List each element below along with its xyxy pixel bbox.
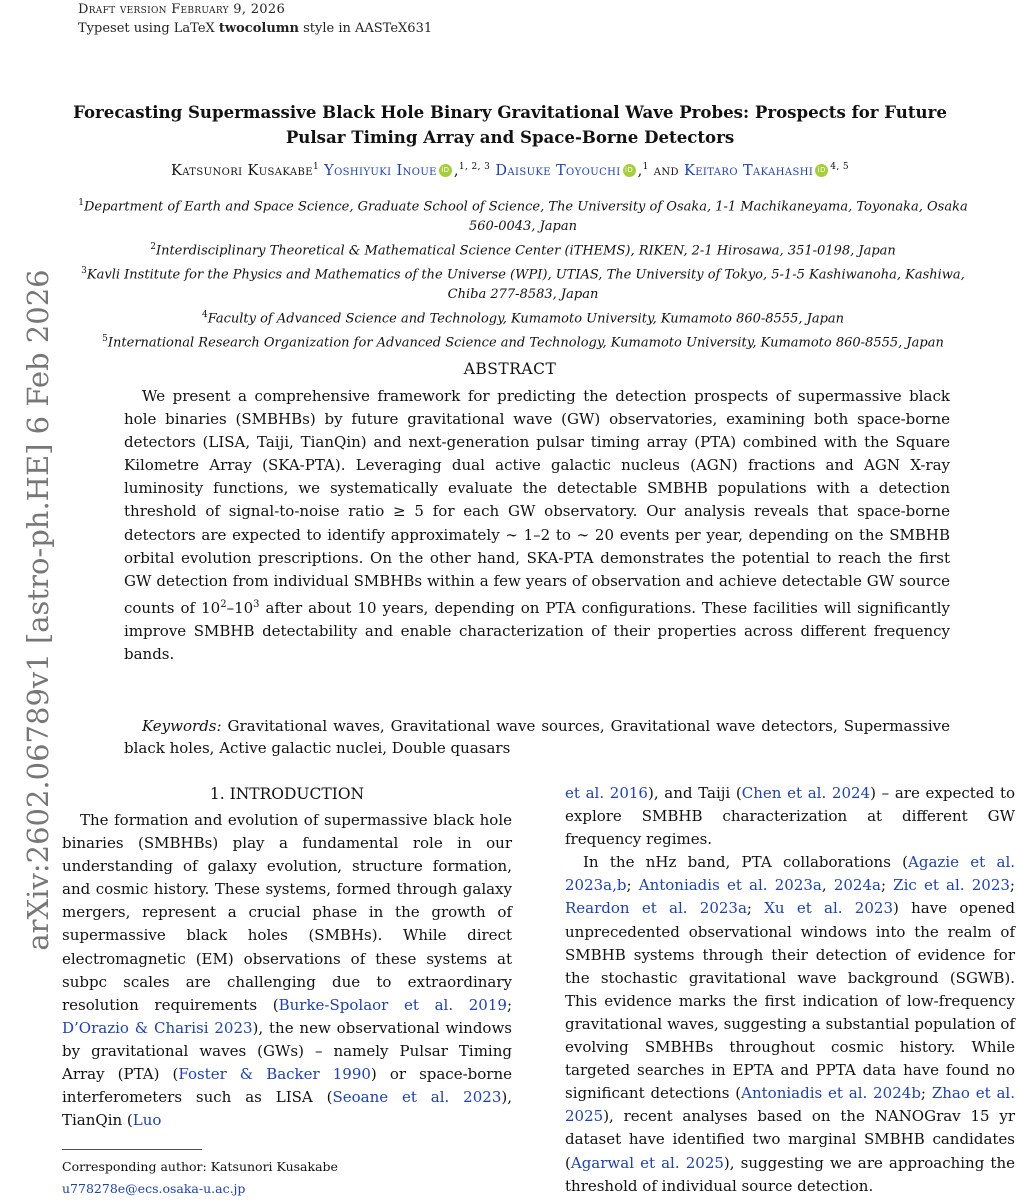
section-heading: 1. INTRODUCTION [209, 785, 365, 803]
affiliation: $^1$Department of Earth and Space Science, Graduate School of Science, The University of Osaka, 1-1 Machikaneyama, Toyonaka, Osaka 560-0043, Japan [78, 198, 968, 234]
author-name[interactable]: Yoshiyuki Inoue [324, 162, 437, 179]
arxiv-sidebar-id: arXiv:2602.06789v1 [astro-ph.HE] 6 Feb 2026 [21, 269, 55, 951]
intro-paragraph: In the nHz band, PTA collaborations (Agazie et al. 2023a,b; Antoniadis et al. 2023a, 2024a; Zic et al. 2023; Reardon et al. 2023a; Xu et al. 2023) have opened unprecedented observational windows into the realm of SMBHB systems through their detection of evidence for the stochastic gravitational wave background (SGWB). This evidence marks the first indication of low-frequency gravitational waves, suggesting a substantial population of evolving SMBHBs throughout cosmic history. While targeted searches in EPTA and PPTA data have found no significant detections (Antoniadis et al. 2024b; Zhao et al. 2025), recent analyses based on the NANOGrav 15 yr dataset have identified two marginal SMBHB candidates (Agarwal et al. 2025), suggesting we are approaching the threshold of individual source detection. [565, 853, 1016, 1195]
intro-paragraph-continued: et al. 2016), and Taiji (Chen et al. 2024) – are expected to explore SMBHB characterization at different GW frequency regimes. [565, 784, 1015, 849]
keywords-label: Keywords: [142, 717, 222, 735]
citation-link[interactable]: Foster & Backer 1990 [178, 1065, 371, 1084]
citation-link[interactable]: Reardon et al. 2023a [565, 899, 747, 918]
author-name[interactable]: Keitaro Takahashi [684, 162, 814, 179]
citation-link[interactable]: D’Orazio & Charisi 2023 [62, 1018, 253, 1037]
affiliation: $^3$Kavli Institute for the Physics and Mathematics of the Universe (WPI), UTIAS, The University of Tokyo, 5-1-5 Kashiwanoha, Kashiwa, Chiba 277-8583, Japan [81, 266, 965, 302]
right-column [565, 782, 1015, 1198]
latex-logo: LaTeX [173, 21, 215, 36]
typeset-line: Typeset using LaTeX twocolumn style in AASTeX631 [78, 21, 433, 36]
citation-link[interactable]: Burke-Spolaor et al. 2019 [278, 995, 507, 1014]
left-column [62, 782, 512, 1132]
author-name: Katsunori Kusakabe [170, 162, 313, 179]
author-email-link[interactable]: u778278e@ecs.osaka-u.ac.jp [62, 1181, 246, 1196]
citation-link[interactable]: Luo [132, 1111, 162, 1130]
intro-paragraph: The formation and evolution of supermassive black hole binaries (SMBHBs) play a fundamental role in our understanding of galaxy evolution, structure formation, and cosmic history. These systems, formed through galaxy mergers, represent a crucial phase in the growth of supermassive black holes (SMBHs). While direct electromagnetic (EM) observations of these systems at subpc scales are challenging due to extraordinary resolution requirements (Burke-Spolaor et al. 2019; D’Orazio & Charisi 2023), the new observational windows by gravitational waves (GWs) – namely Pulsar Timing Array (PTA) (Foster & Backer 1990) or space-borne interferometers such as LISA (Seoane et al. 2023), TianQin (Luo [62, 811, 513, 1130]
citation-link[interactable]: Agarwal et al. 2025 [570, 1153, 724, 1172]
abstract-heading: ABSTRACT [463, 360, 557, 378]
author-name[interactable]: Daisuke Toyouchi [495, 162, 621, 179]
citation-link[interactable]: Zhao et al. 2025 [565, 1084, 1015, 1126]
affiliation: $^2$Interdisciplinary Theoretical & Mathematical Science Center (iTHEMS), RIKEN, 2-1 Hirosawa, 351-0198, Japan [150, 241, 896, 259]
footnote-rule [62, 1149, 202, 1150]
citation-link[interactable]: Antoniadis et al. 2023a [638, 876, 822, 895]
footnote [62, 1156, 338, 1200]
citation-link[interactable]: Antoniadis et al. 2024b [741, 1084, 921, 1103]
citation-link[interactable]: Agazie et al. 2023a,b [565, 853, 1016, 895]
citation-link[interactable]: 2024a [833, 876, 881, 895]
abstract-body: We present a comprehensive framework for predicting the detection prospects of supermassive black hole binaries (SMBHBs) by future gravitational wave (GW) observatories, examining both space-borne detectors (LISA, Taiji, TianQin) and next-generation pulsar timing array (PTA) combined with the Square Kilometre Array (SKA-PTA). Leveraging dual active galactic nucleus (AGN) fractions and AGN X-ray luminosity functions, we systematically evaluate the detectable SMBHB populations with a detection threshold of signal-to-noise ratio ≥ 5 for each GW observatory. Our analysis reveals that space-borne detectors are expected to identify approximately ∼ 1–2 to ∼ 20 events per year, depending on the SMBHB orbital evolution prescriptions. On the other hand, SKA-PTA demonstrates the potential to reach the first GW detection from individual SMBHBs within a few years of observation and achieve detectable GW source counts of $10^2-10^3$ after about 10 years, depending on PTA configurations. These facilities will significantly improve SMBHB detectability and enable characterization of their properties across different frequency bands. [124, 387, 950, 664]
orcid-icon[interactable]: iD [623, 164, 636, 177]
corresponding-author: Corresponding author: Katsunori Kusakabe [62, 1159, 338, 1174]
citation-link[interactable]: et al. 2016 [565, 784, 648, 802]
affiliation: $^4$Faculty of Advanced Science and Technology, Kumamoto University, Kumamoto 860-8555, Japan [201, 309, 845, 327]
citation-link[interactable]: Zic et al. 2023 [893, 876, 1010, 895]
author-conjunction: and [653, 162, 679, 179]
citation-link[interactable]: Chen et al. 2024 [741, 784, 871, 802]
paper-title: Forecasting Supermassive Black Hole Binary Gravitational Wave Probes: Prospects for Future Pulsar Timing Array and Space-Borne Detectors [73, 102, 947, 147]
affiliation: $^5$International Research Organization for Advanced Science and Technology, Kumamoto University, Kumamoto 860-8555, Japan [102, 334, 944, 351]
affiliations [62, 194, 984, 355]
keywords [124, 715, 950, 759]
draft-version: Draft version February 9, 2026 [78, 2, 286, 17]
keywords-text: Gravitational waves, Gravitational wave sources, Gravitational wave detectors, Supermassive black holes, Active galactic nuclei, Double quasars [124, 717, 950, 757]
orcid-icon[interactable]: iD [439, 164, 452, 177]
running-header [78, 0, 432, 38]
author-list: Katsunori Kusakabe$^1$ Yoshiyuki Inoue iD ,$^{1, 2, 3}$ Daisuke Toyouchi iD ,$^1$ and Keitaro Takahashi iD $^{4, 5}$ [170, 162, 849, 179]
orcid-icon[interactable]: iD [815, 164, 828, 177]
citation-link[interactable]: Xu et al. 2023 [764, 899, 893, 918]
citation-link[interactable]: Seoane et al. 2023 [332, 1088, 502, 1107]
